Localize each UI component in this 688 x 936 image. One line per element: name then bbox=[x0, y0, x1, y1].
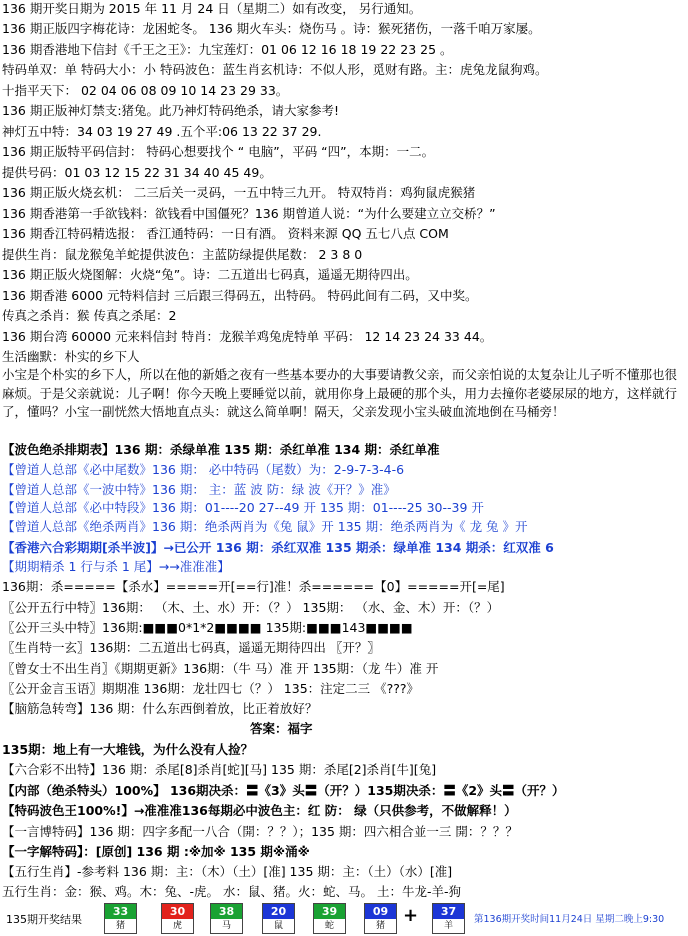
line-odd-even: 特码单双：单 特码大小：小 特码波色：蓝生肖玄机诗：不似人形，觅财有路。主：虎兔龙鼠狗鸡。 bbox=[2, 62, 548, 77]
line-fire-diagram: 136 期正版火烧图解：火烧“兔”。诗：二五道出七码真，遥遥无期待四出。 bbox=[2, 267, 418, 282]
line-three-heads: 〖公开三头中特〗136期:■■■0*1*2■■■■ 135期:■■■143■■■■ bbox=[2, 620, 413, 635]
line-fire-mystery: 136 期正版火烧玄机： 二三后关一灵码，一五中特三九开。 特双特肖：鸡狗鼠虎猴猪 bbox=[2, 185, 476, 200]
result-ball bbox=[210, 903, 243, 934]
ball-number: 33 bbox=[105, 904, 136, 919]
ball-number: 37 bbox=[433, 904, 464, 919]
result-ball bbox=[161, 903, 194, 934]
humor-story: 小宝是个朴实的乡下人，所以在他的新婚之夜有一些基本要办的大事要请教父亲，而父亲怕说的太复杂让儿子听不懂那也很麻烦。于是父亲就说：儿子啊！你今天晚上要睡觉以前，就用你身上最硬的那个头，用力去撞你老婆尿尿的地方，这样就行了，懂吗？小宝一副恍然大悟地直点头：就这么简单啊！隔天，父亲发现小宝头破血流地倒在马桶旁！ bbox=[2, 367, 678, 419]
ball-zodiac: 猪 bbox=[105, 919, 136, 933]
line-humor-title: 生活幽默：朴实的乡下人 bbox=[2, 349, 140, 364]
result-ball bbox=[313, 903, 346, 934]
line-fax-kill: 传真之杀肖：猴 传真之杀尾：2 bbox=[2, 308, 177, 323]
line-five-elements: 〖公开五行中特〗136期： （木、土、水）开：（？） 135期： （水、金、木）开：（？） bbox=[2, 600, 500, 615]
line-kill-two-zodiac: 【曾道人总部《绝杀两肖》136 期：绝杀两肖为《兔 鼠》开 135 期：绝杀两肖为《 龙 兔 》开 bbox=[2, 519, 528, 534]
line-kill-element-tail: 【期期精杀 1 行与杀 1 尾】→→准准准】 bbox=[2, 559, 230, 574]
line-kill-half-wave: 【香港六合彩期期[杀半波]】→已公开 136 期：杀红双准 135 期杀：绿单准 134 期杀：红双准 6 bbox=[2, 540, 554, 555]
result-ball bbox=[262, 903, 295, 934]
line-special-range: 【曾道人总部《必中特段》136 期：01----20 27--49 开 135 期：01----25 30--39 开 bbox=[2, 500, 484, 515]
line-hk-6000: 136 期香港 6000 元特料信封 三后跟三得码五，出特码。 特码此间有二码，又中奖。 bbox=[2, 288, 478, 303]
line-tail-numbers: 【曾道人总部《必中尾数》136 期： 必中特码（尾数）为：2-9-7-3-4-6 bbox=[2, 462, 405, 477]
result-ball bbox=[104, 903, 137, 934]
ball-zodiac: 蛇 bbox=[314, 919, 345, 933]
line-element-list: 五行生肖：金：猴、鸡。木：兔、-虎。 水：鼠、猪。火：蛇、马。 土：牛龙-羊-狗 bbox=[2, 884, 461, 899]
ball-zodiac: 鼠 bbox=[263, 919, 294, 933]
ball-zodiac: 虎 bbox=[162, 919, 193, 933]
line-lamp-ban: 136 期正版神灯禁支:猪兔。此乃神灯特码绝杀，请大家参考! bbox=[2, 103, 340, 118]
line-one-char: 【一字解特码】：[原创] 136 期 :※加※ 135 期※涌※ bbox=[2, 844, 310, 859]
ball-number: 39 bbox=[314, 904, 345, 919]
line-ten-fingers: 十指平天下： 02 04 06 08 09 10 14 23 29 33。 bbox=[2, 83, 289, 98]
ball-number: 09 bbox=[365, 904, 396, 919]
line-plum-poem: 136 期正版四字梅花诗：龙困蛇冬。 136 期火车头：烧伤马 。诗：猴死猪伤，一落千咱万家屡。 bbox=[2, 21, 541, 36]
line-provided-numbers: 提供号码：01 03 12 15 22 31 34 40 45 49。 bbox=[2, 165, 272, 180]
special-ball bbox=[432, 903, 465, 934]
line-kill-head: 【内部（绝杀特头）100%】 136期决杀：〓《3》头〓（开？）135期决杀：〓《2》头〓（开？） bbox=[2, 783, 565, 798]
line-money-riddle: 135期：地上有一大堆钱，为什么没有人捡？ bbox=[2, 742, 254, 757]
ball-zodiac: 猪 bbox=[365, 919, 396, 933]
line-lamp-five: 神灯五中特：34 03 19 27 49 .五个平:06 13 22 37 29. bbox=[2, 124, 322, 139]
ball-number: 38 bbox=[211, 904, 242, 919]
plus-sign: + bbox=[403, 905, 419, 926]
line-provided-zodiac: 提供生肖：鼠龙猴兔羊蛇提供波色：主蓝防绿提供尾数： 2 3 8 0 bbox=[2, 247, 363, 262]
line-taiwan-60000: 136 期台湾 60000 元来料信封 特肖：龙猴羊鸡兔虎特单 平码： 12 14 23 24 33 44。 bbox=[2, 329, 493, 344]
line-no-special: 【六合彩不出特】136 期：杀尾[8]杀肖[蛇][马] 135 期：杀尾[2]杀肖[牛][兔] bbox=[2, 762, 437, 777]
line-draw-date: 136 期开奖日期为 2015 年 11 月 24 日（星期二）如有改变， 另行通知。 bbox=[2, 1, 422, 16]
line-wave-king: 【特码波色王100%!】→准准准136每期必中波色主：红 防： 绿（只供参考，不做解释！） bbox=[2, 803, 517, 818]
line-kill-water: 136期：杀=====【杀水】=====开[==行]准！杀======【0】=====开[=尾] bbox=[2, 579, 505, 594]
draw-result-bar bbox=[0, 900, 688, 936]
teaser-answer: 答案：福字 bbox=[250, 721, 313, 736]
ball-zodiac: 羊 bbox=[433, 919, 464, 933]
line-hk-first-hand: 136 期香港第一手欲钱料：欲钱看中国僵死？136 期曾道人说：“为什么要建立立交桥？” bbox=[2, 206, 496, 221]
line-golden-words: 〖公开金言玉语〗期期准 136期：龙壮四七（？） 135：注定二三 《???》 bbox=[2, 681, 420, 696]
result-label: 135期开奖结果 bbox=[6, 913, 82, 926]
ball-number: 30 bbox=[162, 904, 193, 919]
ball-number: 20 bbox=[263, 904, 294, 919]
line-ms-zodiac: 〖曾女士不出生肖〗《期期更新》136期：（牛 马）准 开 135期：（龙 牛）准 开 bbox=[2, 661, 439, 676]
result-ball bbox=[364, 903, 397, 934]
line-king-of-kings: 136 期香港地下信封《千王之王》：九宝莲灯：01 06 12 16 18 19 22 23 25 。 bbox=[2, 42, 453, 57]
line-zodiac-mystery: 〖生肖特一玄〗136期：二五道出七码真，遥遥无期待四出 〖开？〗 bbox=[2, 640, 380, 655]
line-xiangjiang: 136 期香江特码精选报： 香江通特码：一日有酒。 资料来源 QQ 五七八点 COM bbox=[2, 226, 449, 241]
line-wave-kill-table: 【波色绝杀排期表】136 期：杀绿单准 135 期：杀红单准 134 期：杀红单准 bbox=[2, 442, 440, 457]
line-five-element-zodiac: 【五行生肖】-参考料 136 期：主：（木）（土）[准] 135 期：主：（土）（水）[准] bbox=[2, 864, 453, 879]
ball-zodiac: 马 bbox=[211, 919, 242, 933]
line-one-wave: 【曾道人总部《一波中特》136 期： 主：蓝 波 防：绿 波《开？》准》 bbox=[2, 482, 396, 497]
line-one-word-bet: 【一言博特码】136 期：四字多配一八合（開：？？）；135 期：四六相合並一三 開：？？？ bbox=[2, 824, 518, 839]
line-flat-code-letter: 136 期正版特平码信封： 特码心想要找个 “ 电脑”，平码 “四”，本期：一二。 bbox=[2, 144, 435, 159]
next-draw-time: 第136期开奖时间11月24日 星期二晚上9:30 bbox=[474, 914, 665, 925]
line-brain-teaser: 【脑筋急转弯】136 期：什么东西倒着放，比正着放好？ bbox=[2, 701, 318, 716]
